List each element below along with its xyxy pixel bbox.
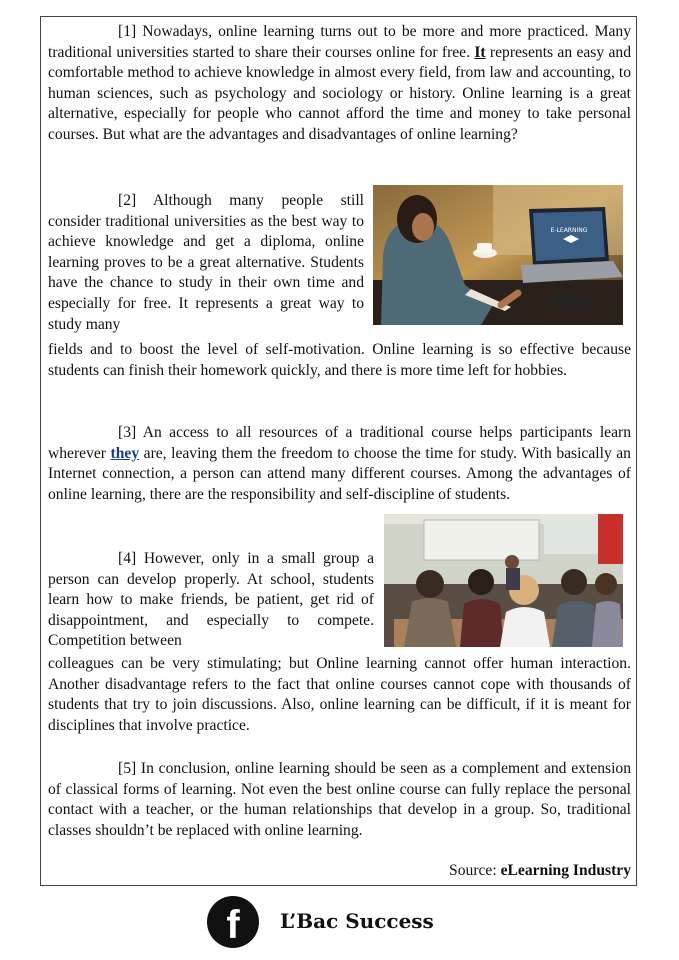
paragraph-2-wrapped <box>48 191 364 335</box>
highlight-it: It <box>474 43 486 61</box>
source-name: eLearning Industry <box>500 862 631 879</box>
paragraph-2-full <box>48 340 631 381</box>
paragraph-3 <box>48 423 631 505</box>
paragraph-1-text-a: [1] Nowadays, online learning turns out to be more and more practiced. Many traditional universities started to share their courses online for free. <box>48 23 631 61</box>
paragraph-4-full <box>48 654 631 736</box>
brand-name: L’Bac Success <box>280 909 434 933</box>
paragraph-2-text-full: fields and to boost the level of self-motivation. Online learning is so effective because students can finish their homework quickly, and there is more time left for hobbies. <box>48 341 631 379</box>
paragraph-5 <box>48 759 631 841</box>
footer <box>0 892 679 952</box>
student-laptop-illustration <box>373 185 623 325</box>
laptop-screen-text: E-LEARNING <box>550 227 588 234</box>
source-label: Source: <box>449 862 501 879</box>
student-laptop-photo <box>373 185 623 325</box>
paragraph-4-wrapped <box>48 549 374 652</box>
paragraph-4-text-wrapped: [4] However, only in a small group a person can develop properly. At school, students learn how to make friends, be patient, get rid of disappointment, and especially to compete. Competition between <box>48 550 374 650</box>
classroom-illustration <box>384 514 623 647</box>
paragraph-2-text-wrapped: [2] Although many people still consider traditional universities as the best way to achieve knowledge and get a diploma, online learning proves to be a great alternative. Students have the chance to study in their own time and especially for free. It represents a great way to study many <box>48 192 364 333</box>
paragraph-1-text-b: represents an easy and comfortable method to achieve knowledge in almost every field, from law and accounting, to human sciences, such as psychology and sociology or history. Online learning is a great alternative, especially for people who cannot afford the time and money to take personal courses. But what are the advantages and disadvantages of online learning? <box>48 43 631 143</box>
facebook-icon[interactable] <box>207 896 259 948</box>
paragraph-4-text-full: colleagues can be very stimulating; but Online learning cannot offer human interaction. Another disadvantage refers to the fact that online courses cannot cope with thousands of students that try to join discussions. Also, online learning can be difficult, if it is meant for disciplines that involve practice. <box>48 655 631 734</box>
paragraph-5-text: [5] In conclusion, online learning should be seen as a complement and extension of classical forms of learning. Not even the best online course can fully replace the personal contact with a teacher, or the human relationships that develop in a group. So, traditional classes shouldn’t be replaced with online learning. <box>48 760 631 839</box>
paragraph-3-text-b: are, leaving them the freedom to choose the time for study. With basically an Internet connection, a person can attend many different courses. Among the advantages of online learning, there are the responsibility and self-discipline of students. <box>48 444 631 503</box>
facebook-glyph: f <box>226 903 240 947</box>
classroom-photo <box>384 514 623 647</box>
source-line <box>449 862 631 880</box>
highlight-they: they <box>110 444 140 462</box>
paragraph-1 <box>48 22 631 146</box>
paragraph-3-text-a: [3] An access to all resources of a traditional course helps participants learn wherever <box>48 424 631 462</box>
